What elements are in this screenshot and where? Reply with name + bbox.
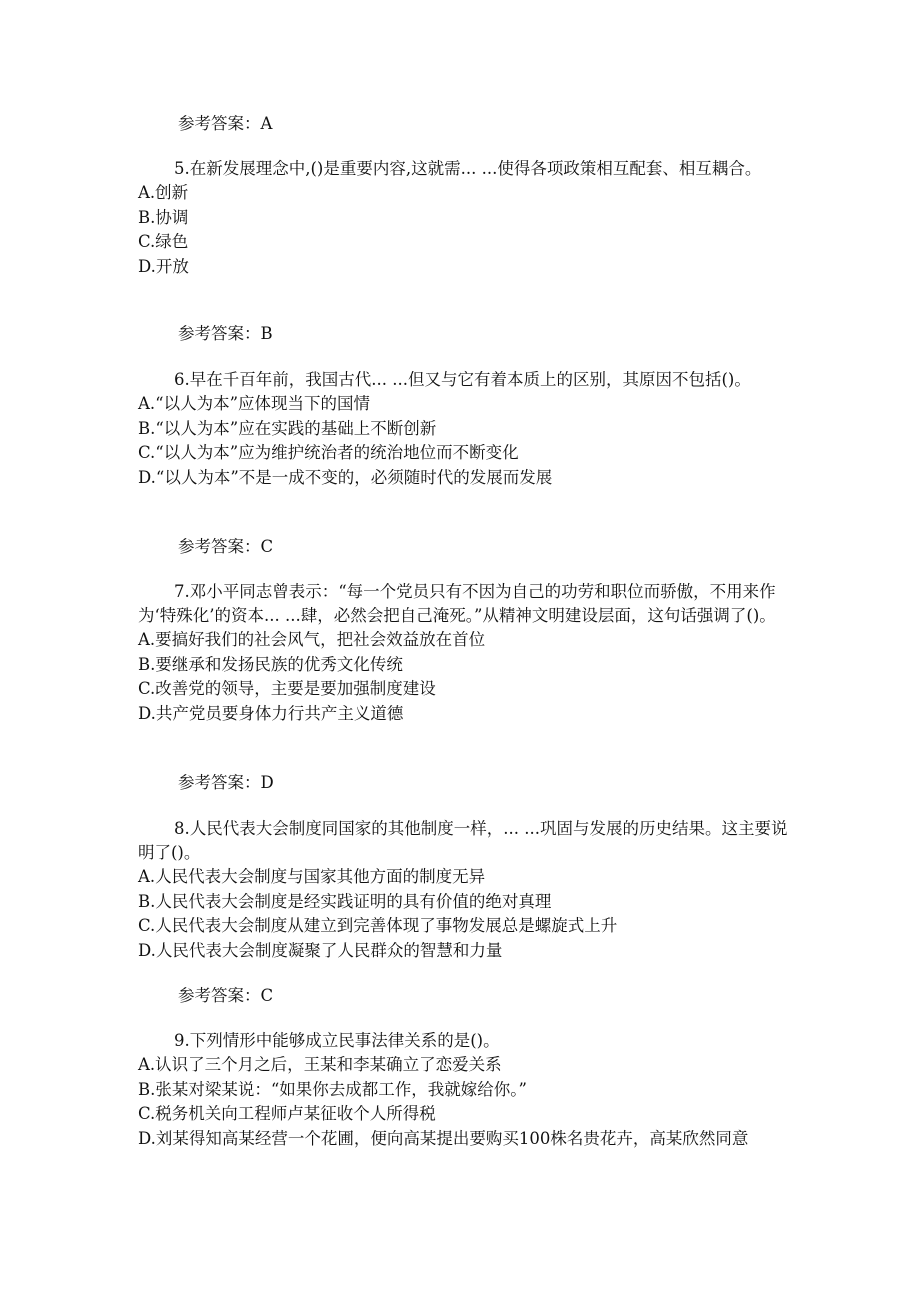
question-5 (138, 157, 798, 279)
answer-label: 参考答案：C (178, 986, 274, 1005)
option-b: B.张某对梁某说：“如果你去成都工作，我就嫁给你。” (138, 1079, 527, 1099)
option-d: D.人民代表大会制度凝聚了人民群众的智慧和力量 (138, 940, 503, 960)
option-b: B.“以人为本”应在实践的基础上不断创新 (138, 418, 437, 438)
question-stem: 7.邓小平同志曾表示：“每一个党员只有不因为自己的功劳和职位而骄傲，不用来作为‘特殊化’的资本... ...肆，必然会把自己淹死。”从精神文明建设层面，这句话强调了()。 (138, 582, 776, 625)
option-a: A.认识了三个月之后，王某和李某确立了恋爱关系 (138, 1055, 502, 1074)
answer-label: 参考答案：B (178, 324, 273, 343)
question-7 (138, 580, 798, 726)
answer-label: 参考答案：D (178, 773, 274, 792)
option-d: D.共产党员要身体力行共产主义道德 (138, 703, 404, 723)
question-stem: 9.下列情形中能够成立民事法律关系的是()。 (174, 1031, 500, 1050)
option-d: D.刘某得知高某经营一个花圃，便向高某提出要购买100株名贵花卉，高某欣然同意 (138, 1128, 749, 1148)
question-stem: 5.在新发展理念中,()是重要内容,这就需... ...使得各项政策相互配套、相互耦合。 (174, 159, 762, 178)
option-b: B.要继承和发扬民族的优秀文化传统 (138, 654, 403, 674)
option-b: B.人民代表大会制度是经实践证明的具有价值的绝对真理 (138, 891, 552, 911)
option-b: B.协调 (138, 207, 189, 227)
answer-label: 参考答案：C (178, 537, 274, 556)
question-9 (138, 1029, 798, 1151)
option-c: C.税务机关向工程师卢某征收个人所得税 (138, 1104, 436, 1123)
option-d: D.开放 (138, 256, 189, 276)
option-c: C.绿色 (138, 232, 189, 251)
question-stem: 8.人民代表大会制度同国家的其他制度一样，... ...巩固与发展的历史结果。这主要说明了()。 (138, 819, 788, 862)
answer-label: 参考答案：A (178, 114, 273, 133)
question-8 (138, 817, 798, 963)
question-6 (138, 368, 798, 490)
option-a: A.要搞好我们的社会风气，把社会效益放在首位 (138, 630, 486, 649)
option-c: C.改善党的领导，主要是要加强制度建设 (138, 679, 436, 698)
option-c: C.“以人为本”应为维护统治者的统治地位而不断变化 (138, 443, 519, 462)
question-stem: 6.早在千百年前，我国古代... ...但又与它有着本质上的区别，其原因不包括()。 (174, 370, 751, 389)
option-a: A.创新 (138, 183, 189, 202)
option-a: A.“以人为本”应体现当下的国情 (138, 394, 371, 413)
option-a: A.人民代表大会制度与国家其他方面的制度无异 (138, 867, 486, 886)
option-c: C.人民代表大会制度从建立到完善体现了事物发展总是螺旋式上升 (138, 916, 618, 935)
option-d: D.“以人为本”不是一成不变的，必须随时代的发展而发展 (138, 467, 553, 487)
